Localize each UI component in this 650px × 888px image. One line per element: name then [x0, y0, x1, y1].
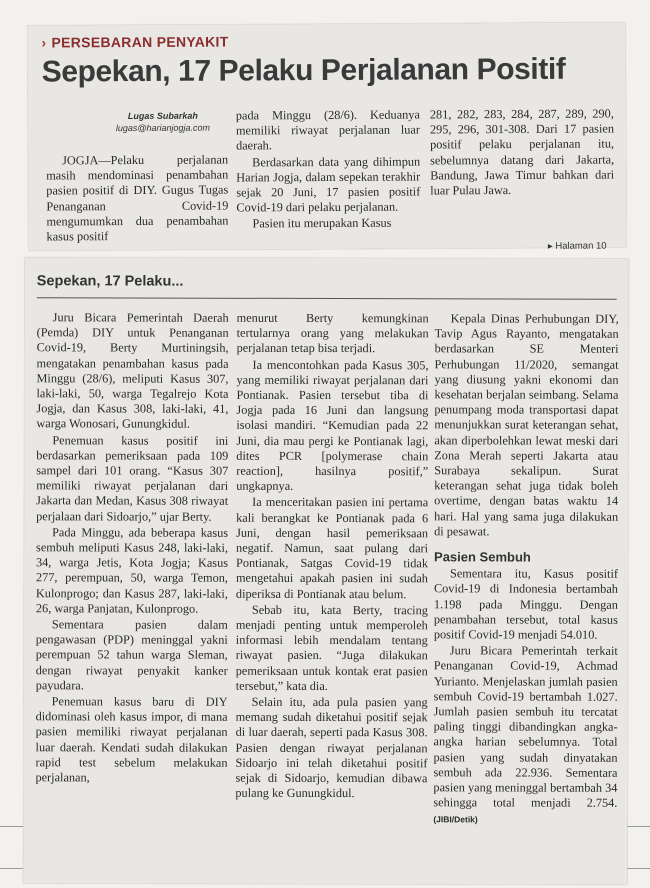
paragraph: Pasien itu merupakan Kasus [252, 216, 392, 231]
continued-on [548, 241, 607, 252]
paragraph: 281, 282, 283, 284, 287, 289, 290, 295, 296, 301-308. Dari 17 pasien positif pelaku perjalanan itu, sebelumnya datang dari Jakarta, Bandung, Jawa Timur bahkan dari luar Pulau Jawa. [429, 106, 615, 198]
paragraph [433, 644, 617, 828]
continued-label: Halaman 10 [555, 240, 607, 252]
paragraph: Sebab itu, kata Berty, tracing menjadi penting untuk memperoleh informasi lebih mendalam tentang riwayat pasien. “Juga dilakukan pemeriksaan untuk kontak erat pasien tersebut,” kata dia. [235, 602, 428, 693]
paragraph: Penemuan kasus baru di DIY didominasi oleh kasus impor, di mana pasien memiliki riwayat perjalanan luar daerah. Kendati sudah dilakukan rapid test sebelum melakukan perjalanan, [35, 694, 228, 785]
paragraph: JOGJA—Pelaku perjalanan masih mendominasi penambahan pasien positif di DIY. Gugus Tugas Penanganan Covid-19 mengumumkan dua penambahan kasus positif [46, 152, 229, 244]
continuation-column-2 [235, 311, 428, 803]
paragraph: Selain itu, ada pula pasien yang memang sudah diketahui positif sejak di luar daerah, seperti pada Kasus 308. Pasien dengan riwayat perjalanan Sidoarjo ini telah diketahui positif sejak di Sidoarjo, kemudian dibawa pulang ke Gunungkidul. [235, 694, 428, 801]
top-article-clipping [27, 22, 626, 250]
top-column-2 [236, 108, 421, 234]
continuation-column-3 [433, 311, 618, 828]
divider [37, 297, 617, 300]
paragraph: Ia mencontohkan pada Kasus 305, yang memiliki riwayat perjalanan dari Pontianak. Pasien tersebut tiba di Jogja pada 16 Juni dan langsung isolasi mandiri. “Kemudian pada 22 Juni, dia mau pergi ke Pontianak lagi, dites PCR [polymerase chain reaction], hasilnya positif,” ungkapnya. [236, 357, 429, 494]
headline: Sepekan, 17 Pelaku Perjalanan Positif [41, 52, 566, 89]
credit: (JIBI/Detik) [433, 813, 478, 824]
byline-name: Lugas Subarkah [127, 110, 198, 122]
continuation-column-1 [35, 310, 228, 787]
paragraph: Kepala Dinas Perhubungan DIY, Tavip Agus Rayanto, mengatakan berdasarkan SE Menteri Perhubungan 11/2020, semangat yang diusung yakni ekonomi dan kesehatan berjalan seimbang. Selama penumpang moda transportasi dapat menunjukkan surat keterangan sehat, akan diperbolehkan lewat meski dari Zona Merah seperti Jakarta atau Surabaya sekalipun. Surat keterangan sehat juga tidak boleh overtime, dengan batas waktu 14 hari. Hal yang sama juga dilakukan di pesawat. [434, 311, 619, 539]
paragraph: Juru Bicara Pemerintah Daerah (Pemda) DIY untuk Penanganan Covid-19, Berty Murtiningsih, mengatakan penambahan kasus pada Minggu (28/6), meliputi Kasus 307, laki-laki, 50, warga Tegalrejo Kota Jogja, dan Kasus 308, laki-laki, 41, warga Wonosari, Gunungkidul. [36, 310, 229, 432]
kicker-label: PERSEBARAN PENYAKIT [51, 33, 229, 51]
continuation-heading: Sepekan, 17 Pelaku... [36, 273, 184, 290]
paragraph: menurut Berty kemungkinan tertularnya orang yang melakukan perjalanan tetap bisa terjadi. [236, 310, 429, 356]
paragraph: pada Minggu (28/6). Keduanya memiliki riwayat perjalanan luar daerah. [235, 107, 421, 153]
paragraph: Penemuan kasus positif ini berdasarkan pemeriksaan pada 109 sampel dari 101 orang. “Kasus 307 memiliki riwayat perjalanan dari Jakarta dan Medan, Kasus 308 riwayat perjalaan dari Sidoarjo,” ujar Berty. [36, 432, 229, 524]
paragraph: Sementara itu, Kasus positif Covid-19 di Indonesia bertambah 1.198 pada Minggu. Dengan penambahan tersebut, total kasus positif Covid-19 menjadi 54.010. [433, 566, 619, 642]
arrow-right-icon: ▸ [547, 240, 553, 252]
chevron-right-icon: › [41, 34, 47, 51]
paragraph: Pada Minggu, ada beberapa kasus sembuh meliputi Kasus 248, laki-laki, 34, warga Jetis, Kota Jogja; Kasus 277, perempuan, 50, warga Temon, Kulonprogo; dan Kasus 287, laki-laki, 26, warga Panjatan, Kulonprogo. [35, 525, 229, 616]
kicker [41, 34, 228, 51]
paragraph: Sementara pasien dalam pengawasan (PDP) meninggal yakni perempuan 52 tahun warga Sleman, dengan riwayat penyakit kanker payudara. [35, 617, 228, 693]
subheading: Pasien Sembuh [434, 549, 531, 565]
paragraph: Ia menceritakan pasien ini pertama kali berangkat ke Pontianak pada 6 Juni, dengan hasil pemeriksaan negatif. Namun, saat pulang dari Pontianak, Satgas Covid-19 tidak mengetahui apakah pasien ini sudah diperiksa di Pontianak atau belum. [235, 495, 429, 601]
paragraph-text: Juru Bicara Pemerintah terkait Penanganan Covid-19, Achmad Yurianto. Menjelaskan jumlah pasien sembuh Covid-19 bertambah 1.027. Jumlah pasien sembuh itu tercatat paling tinggi dibandingkan angka-angka harian sebelumnya. Total pasien yang sudah dinyatakan sembuh ada 22.936. Sementara pasien yang meninggal bertambah 34 sehingga total menjadi 2.754. [433, 643, 618, 811]
byline-email: lugas@harianjogja.com [115, 122, 211, 134]
top-column-1 [46, 153, 228, 246]
paragraph: Berdasarkan data yang dihimpun Harian Jogja, dalam sepekan terakhir sejak 20 Juni, 17 pasien positif Covid-19 dari pelaku perjalanan. [236, 154, 421, 215]
continuation-clipping [23, 257, 629, 885]
byline [78, 109, 248, 134]
top-column-3 [430, 106, 614, 199]
